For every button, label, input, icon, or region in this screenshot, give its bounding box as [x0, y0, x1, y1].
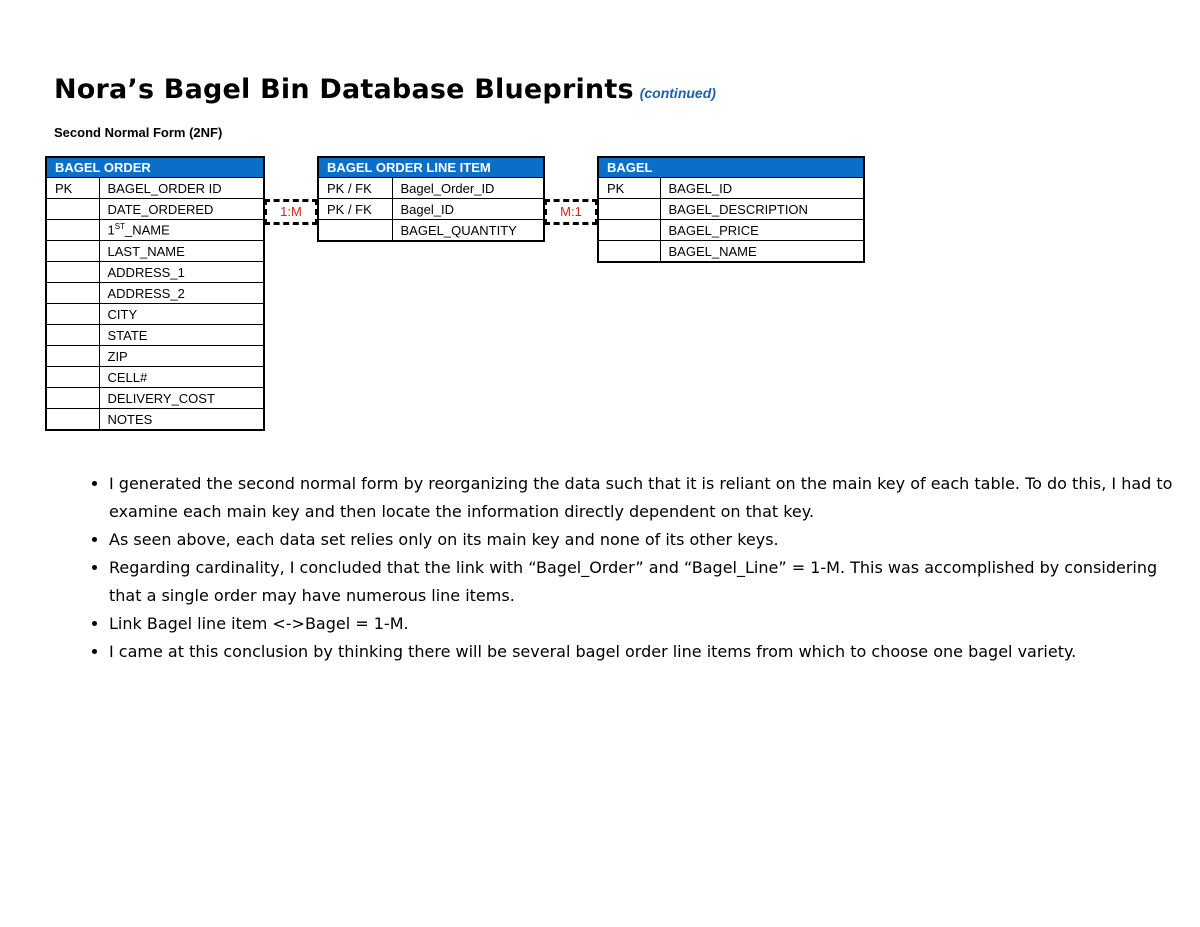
- field-prefix: 1: [107, 222, 115, 238]
- table-header: BAGEL ORDER LINE ITEM: [318, 157, 544, 178]
- table-row: [46, 346, 264, 367]
- table-bagel: [597, 156, 865, 263]
- field-cell: BAGEL_QUANTITY: [392, 220, 544, 242]
- field-cell: CITY: [99, 304, 264, 325]
- field-cell: Bagel_Order_ID: [392, 178, 544, 199]
- key-cell: [46, 241, 99, 262]
- key-cell: [46, 262, 99, 283]
- title-note: (continued): [639, 85, 716, 101]
- list-item: • I came at this conclusion by thinking there will be several bagel order line items from which to choose one bagel variety.: [109, 638, 1184, 666]
- key-cell: [46, 199, 99, 220]
- field-cell: DELIVERY_COST: [99, 388, 264, 409]
- key-cell: PK / FK: [318, 178, 392, 199]
- table-bagel-order: [45, 156, 265, 431]
- field-cell: NOTES: [99, 409, 264, 431]
- table-bagel-order-line-item: [317, 156, 545, 242]
- list-item: • I generated the second normal form by reorganizing the data such that it is reliant on the main key of each table. To do this, I had to examine each main key and then locate the information directly dependent on that key.: [109, 470, 1184, 526]
- table-row: [46, 304, 264, 325]
- key-cell: [46, 220, 99, 241]
- table-header: BAGEL ORDER: [46, 157, 264, 178]
- field-cell: BAGEL_NAME: [660, 241, 864, 263]
- page-title: [54, 74, 716, 105]
- field-cell: ZIP: [99, 346, 264, 367]
- table-header: BAGEL: [598, 157, 864, 178]
- table-row: [46, 325, 264, 346]
- field-suffix: _NAME: [124, 222, 170, 238]
- title-text: Nora’s Bagel Bin Database Blueprints: [54, 74, 634, 105]
- table-row: [318, 178, 544, 199]
- field-cell: CELL#: [99, 367, 264, 388]
- field-cell: LAST_NAME: [99, 241, 264, 262]
- field-cell: ADDRESS_2: [99, 283, 264, 304]
- table-row: [598, 241, 864, 263]
- key-cell: PK / FK: [318, 199, 392, 220]
- key-cell: PK: [46, 178, 99, 199]
- table-row: [46, 178, 264, 199]
- table-row: [318, 199, 544, 220]
- key-cell: [46, 304, 99, 325]
- key-cell: [46, 283, 99, 304]
- table-row: [598, 178, 864, 199]
- table-row: [598, 199, 864, 220]
- key-cell: [46, 409, 99, 431]
- relationship-line-bagel: M:1: [544, 199, 598, 225]
- section-subtitle: Second Normal Form (2NF): [54, 125, 223, 140]
- field-cell: BAGEL_PRICE: [660, 220, 864, 241]
- field-cell: BAGEL_DESCRIPTION: [660, 199, 864, 220]
- field-cell: Bagel_ID: [392, 199, 544, 220]
- key-cell: [318, 220, 392, 242]
- notes-list: [83, 470, 1184, 666]
- table-row: [46, 409, 264, 431]
- table-row: [46, 283, 264, 304]
- field-superscript: ST: [114, 222, 125, 232]
- key-cell: [46, 388, 99, 409]
- table-row: [46, 388, 264, 409]
- table-row: [318, 220, 544, 242]
- field-cell: BAGEL_ORDER ID: [99, 178, 264, 199]
- table-row: [46, 199, 264, 220]
- table-row: [46, 262, 264, 283]
- list-item: • Link Bagel line item <->Bagel = 1-M.: [109, 610, 1184, 638]
- key-cell: [46, 325, 99, 346]
- table-row: [46, 367, 264, 388]
- field-cell: BAGEL_ID: [660, 178, 864, 199]
- table-row: [46, 220, 264, 241]
- key-cell: [598, 220, 660, 241]
- table-row: [46, 241, 264, 262]
- list-item: • As seen above, each data set relies only on its main key and none of its other keys.: [109, 526, 1184, 554]
- relationship-order-line: 1:M: [264, 199, 318, 225]
- key-cell: [46, 367, 99, 388]
- field-cell: DATE_ORDERED: [99, 199, 264, 220]
- field-cell: [99, 220, 264, 241]
- key-cell: PK: [598, 178, 660, 199]
- key-cell: [598, 199, 660, 220]
- key-cell: [598, 241, 660, 263]
- key-cell: [46, 346, 99, 367]
- list-item: • Regarding cardinality, I concluded that the link with “Bagel_Order” and “Bagel_Line” = 1-M. This was accomplished by considering that a single order may have numerous line items.: [109, 554, 1184, 610]
- field-cell: ADDRESS_1: [99, 262, 264, 283]
- table-row: [598, 220, 864, 241]
- field-cell: STATE: [99, 325, 264, 346]
